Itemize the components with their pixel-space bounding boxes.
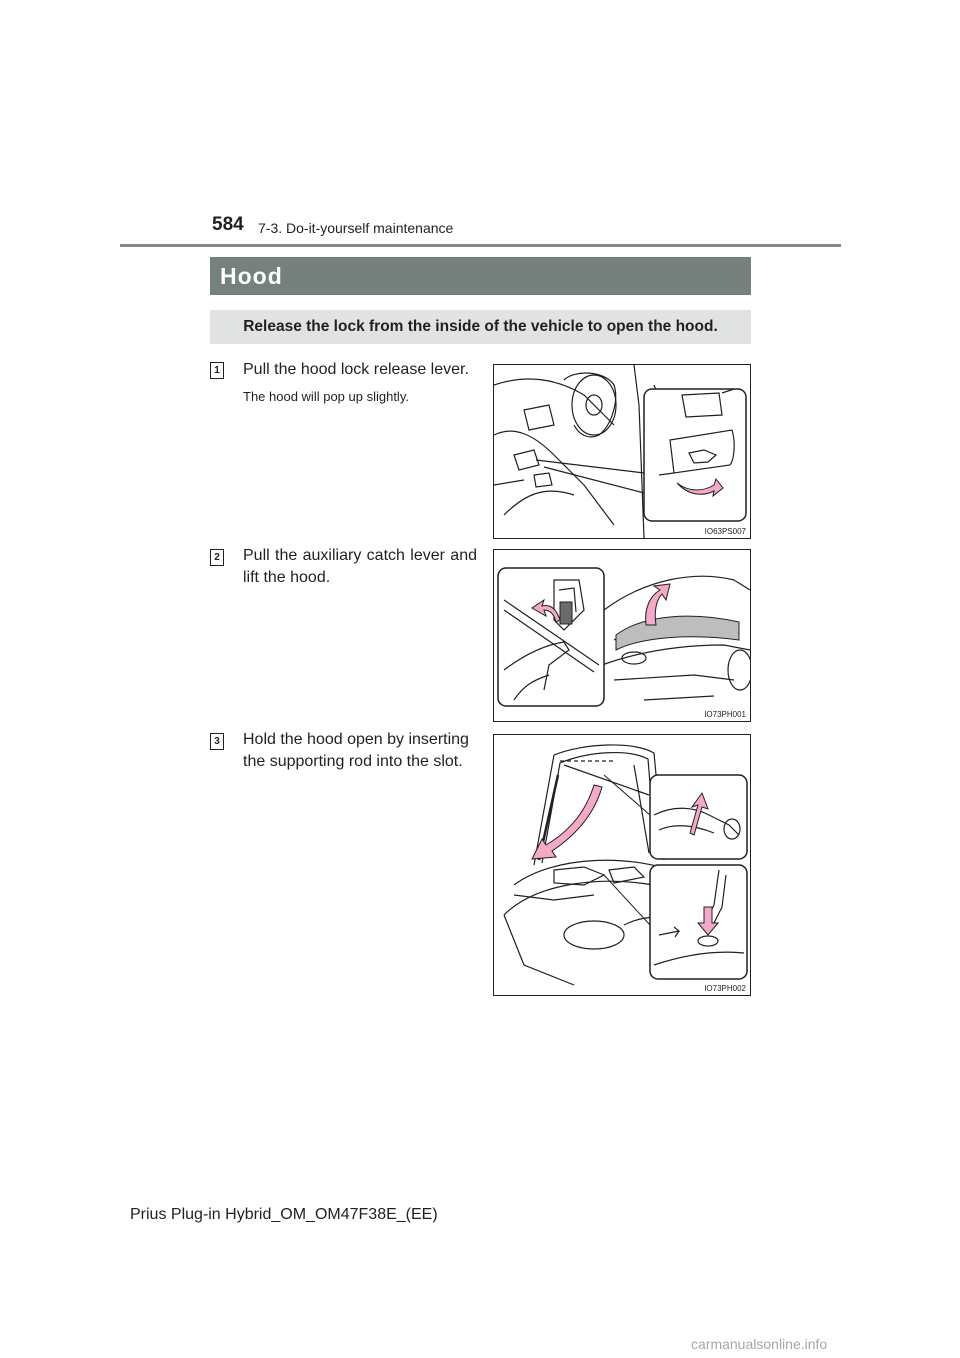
step-note-1: The hood will pop up slightly. bbox=[243, 389, 409, 404]
figure-hood-release-lever bbox=[493, 364, 751, 539]
support-rod-illustration bbox=[494, 735, 750, 995]
footer-document-id: Prius Plug-in Hybrid_OM_OM47F38E_(EE) bbox=[130, 1206, 438, 1223]
header-divider bbox=[120, 244, 841, 247]
figure-code-1: IO63PS007 bbox=[704, 527, 746, 536]
step-text-2: Pull the auxiliary catch lever and lift the hood. bbox=[243, 547, 477, 586]
step-number-3: 3 bbox=[210, 733, 224, 750]
section-header: 7-3. Do-it-yourself maintenance bbox=[258, 220, 454, 236]
hood-release-lever-illustration bbox=[494, 365, 750, 538]
page-number: 584 bbox=[212, 214, 244, 235]
auxiliary-catch-illustration bbox=[494, 550, 750, 721]
section-title: Hood bbox=[210, 257, 751, 295]
figure-auxiliary-catch bbox=[493, 549, 751, 722]
intro-text: Release the lock from the inside of the vehicle to open the hood. bbox=[210, 310, 751, 344]
figure-code-3: IO73PH002 bbox=[704, 984, 746, 993]
figure-code-2: IO73PH001 bbox=[704, 710, 746, 719]
step-number-1: 1 bbox=[210, 362, 224, 379]
step-text-3: Hold the hood open by inserting the supporting rod into the slot. bbox=[243, 731, 469, 770]
step-text-1: Pull the hood lock release lever. bbox=[243, 361, 469, 378]
watermark-text: carmanualsonline.info bbox=[691, 1336, 828, 1352]
step-number-2: 2 bbox=[210, 549, 224, 566]
figure-support-rod bbox=[493, 734, 751, 996]
